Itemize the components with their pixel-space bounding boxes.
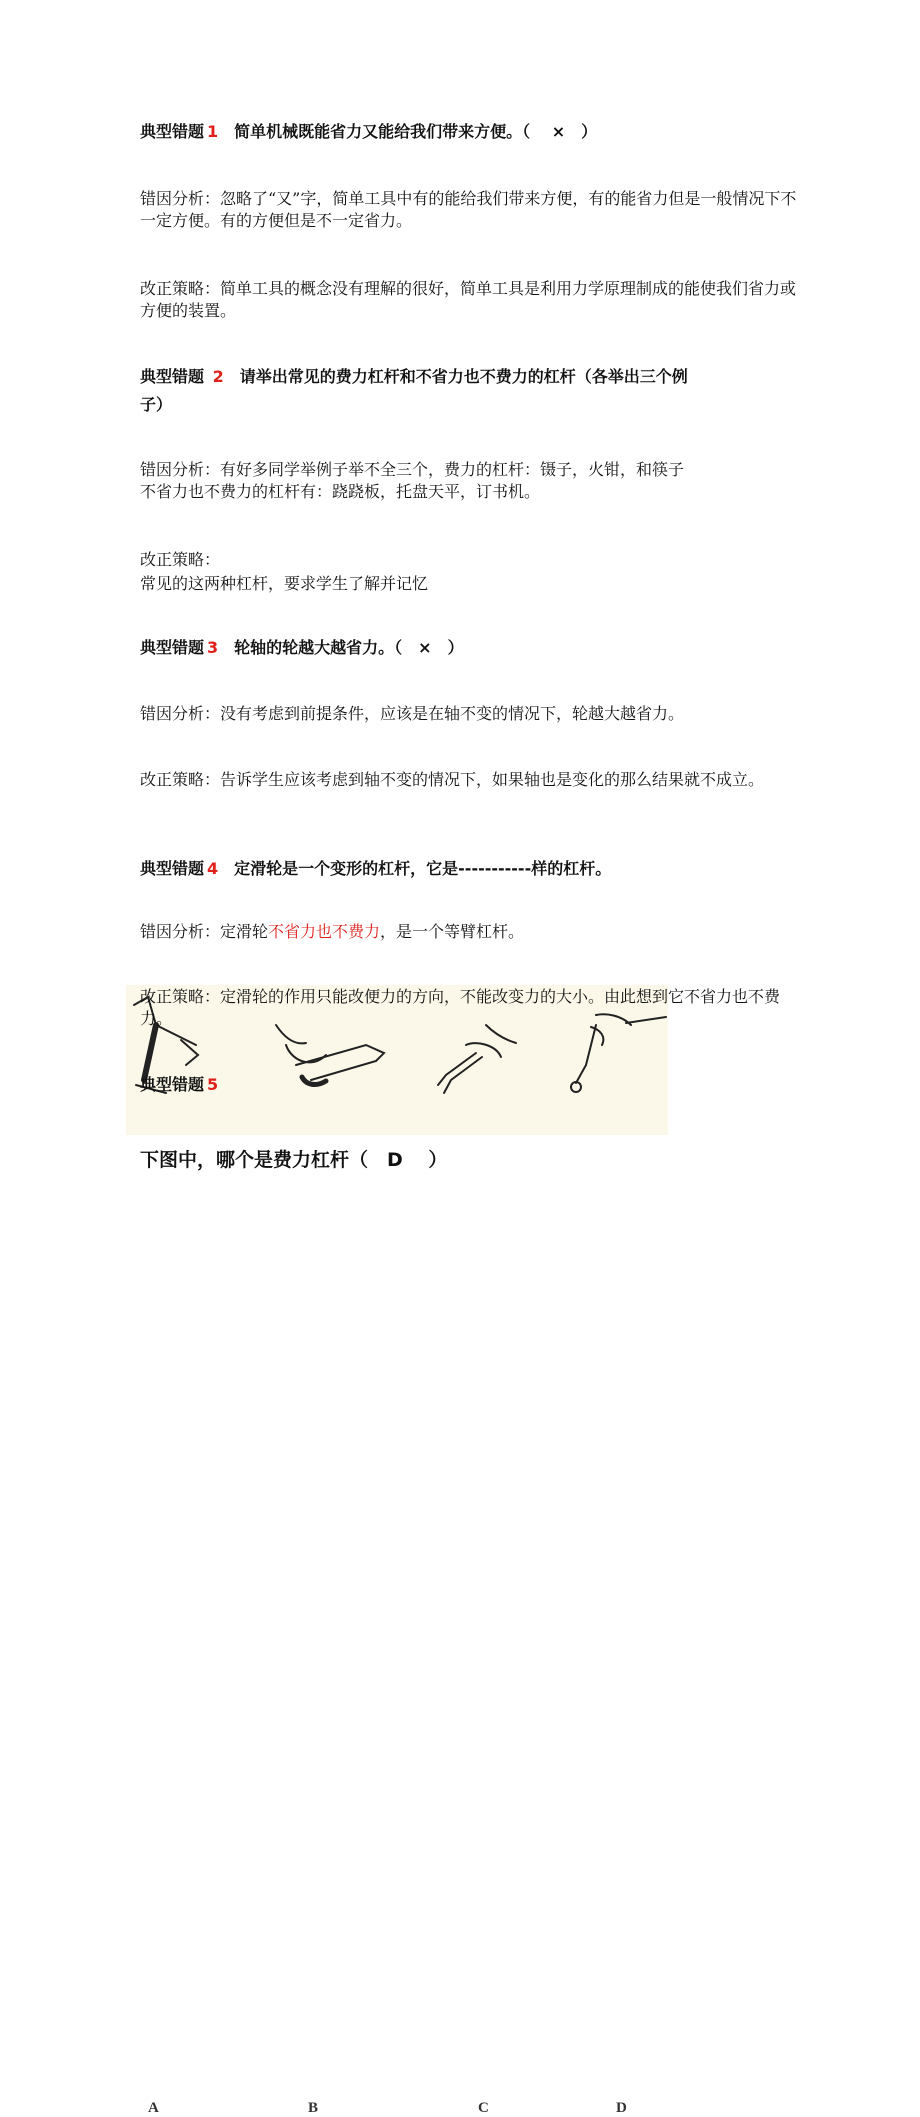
- item-2-analysis-1: 错因分析：有好多同学举例子举不全三个，费力的杠杆：镊子，火钳，和筷子: [140, 460, 685, 479]
- item-5-heading: [140, 1072, 234, 1098]
- figure-label-d: D: [616, 2100, 627, 2116]
- item-number: 3: [207, 638, 219, 657]
- analysis-highlight: 不省力也不费力: [268, 922, 381, 941]
- figure-label-c: C: [478, 2100, 489, 2116]
- item-question: 简单机械既能省力又能给我们带来方便。（ × ）: [234, 122, 598, 141]
- analysis-prefix: 错因分析：定滑轮: [140, 922, 269, 941]
- item-2-strategy-2: 常见的这两种杠杆，要求学生了解并记忆: [140, 574, 429, 593]
- item-label: 典型错题: [140, 122, 205, 141]
- item-question: 请举出常见的费力杠杆和不省力也不费力的杠杆（各举出三个例: [239, 367, 688, 386]
- item-number: 1: [207, 122, 219, 141]
- item-1-analysis: 错因分析：忽略了“又”字，简单工具中有的能给我们带来方便，有的能省力但是一般情况下不一定方便。有的方便但是不一定省力。: [140, 189, 797, 230]
- item-2-heading: [140, 364, 688, 390]
- item-3-analysis: 错因分析：没有考虑到前提条件，应该是在轴不变的情况下，轮越大越省力。: [140, 704, 685, 723]
- item-2-strategy-1: 改正策略：: [140, 550, 221, 569]
- item-4-heading: [140, 856, 611, 882]
- item-label: 典型错题: [140, 859, 205, 878]
- item-label: 典型错题: [140, 1075, 205, 1094]
- item-label: 典型错题: [140, 367, 210, 386]
- item-3-strategy: 改正策略：告诉学生应该考虑到轴不变的情况下，如果轴也是变化的那么结果就不成立。: [140, 770, 765, 789]
- item-4-analysis: [140, 921, 800, 943]
- analysis-suffix: ，是一个等臂杠杆。: [380, 922, 525, 941]
- final-question: 下图中，哪个是费力杠杆（ D ）: [140, 1149, 448, 1171]
- figure-label-a: A: [148, 2100, 159, 2116]
- item-2-heading-cont: 子）: [140, 395, 173, 414]
- item-number: 4: [207, 859, 219, 878]
- wrench-drawing: [276, 1025, 384, 1084]
- figure-label-b: B: [308, 2100, 319, 2116]
- tongs-drawing: [438, 1025, 516, 1093]
- item-question: 定滑轮是一个变形的杠杆，它是-----------样的杠杆。: [234, 859, 612, 878]
- item-3-heading: [140, 635, 464, 661]
- item-label: 典型错题: [140, 638, 205, 657]
- item-1-strategy: 改正策略：简单工具的概念没有理解的很好，简单工具是利用力学原理制成的能使我们省力或方便的装置。: [140, 279, 797, 320]
- item-4-strategy: 改正策略：定滑轮的作用只能改便力的方向，不能改变力的大小。由此想到它不省力也不费力。: [140, 987, 781, 1028]
- item-1-heading: [140, 119, 597, 145]
- item-2-analysis-2: 不省力也不费力的杠杆有：跷跷板，托盘天平，订书机。: [140, 482, 541, 501]
- item-question: 轮轴的轮越大越省力。（ × ）: [234, 638, 464, 657]
- item-number: 5: [207, 1075, 219, 1094]
- item-number: 2: [212, 367, 224, 386]
